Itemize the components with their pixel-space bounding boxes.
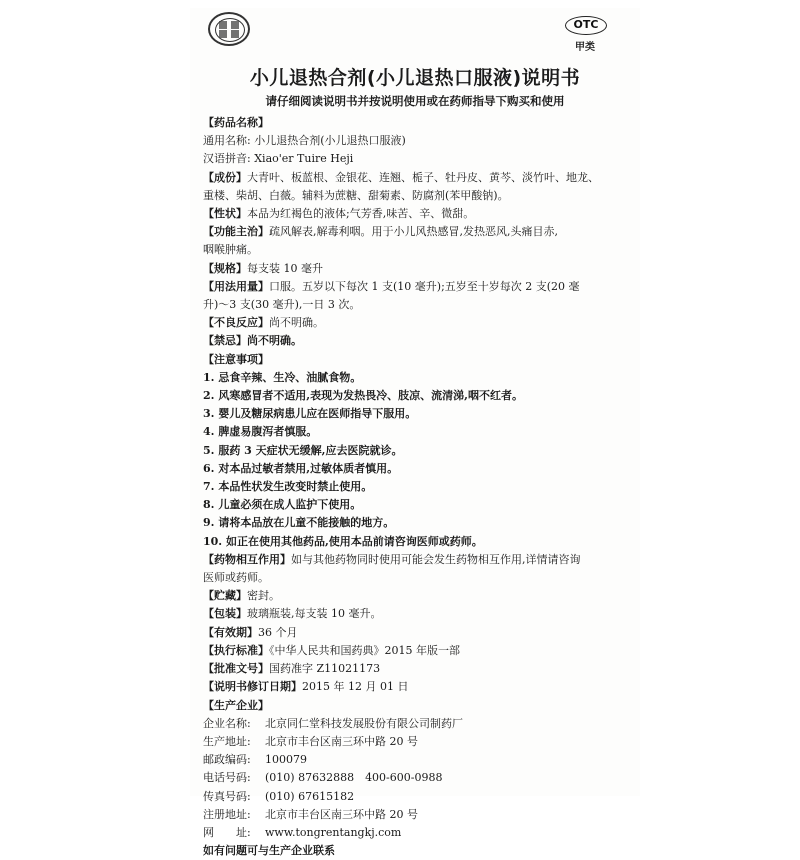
section-text: 国药准字 Z11021173 — [269, 662, 381, 676]
tongrentang-logo — [208, 12, 250, 46]
section-heading: 【贮藏】 — [203, 589, 247, 603]
address-row — [203, 733, 637, 751]
section-manufacturer — [203, 697, 637, 715]
logo-seal-cell — [219, 21, 227, 29]
note-item: 7. 本品性状发生改变时禁止使用。 — [203, 480, 373, 494]
field-value: 北京同仁堂科技发展股份有限公司制药厂 — [265, 716, 463, 730]
logo-seal-cell — [231, 21, 239, 29]
section-heading: 【注意事项】 — [203, 352, 269, 366]
section-interaction — [203, 551, 637, 569]
section-text: 36 个月 — [258, 625, 298, 639]
page-title: 小儿退热合剂(小儿退热口服液)说明书 — [249, 67, 581, 89]
section-heading: 【药物相互作用】 — [203, 552, 291, 566]
field-value: 北京市丰台区南三环中路 20 号 — [265, 734, 418, 748]
section-heading: 【禁忌】 — [203, 334, 247, 348]
note-item: 8. 儿童必须在成人监护下使用。 — [203, 498, 362, 512]
field-value: (010) 87632888 400-600-0988 — [265, 771, 443, 785]
section-continuation — [203, 241, 637, 259]
section-text: 2015 年 12 月 01 日 — [302, 680, 409, 694]
field-label: 通用名称: — [203, 134, 251, 148]
contact-note: 如有问题可与生产企业联系 — [203, 844, 335, 858]
otc-badge: OTC — [565, 16, 607, 35]
section-revision-date — [203, 678, 637, 696]
page-subtitle: 请仔细阅读说明书并按说明使用或在药师指导下购买和使用 — [265, 94, 565, 108]
section-package — [203, 605, 637, 623]
generic-name-row — [203, 132, 637, 150]
field-label: 传真号码: — [203, 789, 251, 803]
section-heading: 【规格】 — [203, 261, 247, 275]
field-label: 注册地址: — [203, 807, 251, 821]
section-heading: 【执行标准】 — [203, 643, 269, 657]
postcode-row — [203, 751, 637, 769]
section-text: 玻璃瓶装,每支装 10 毫升。 — [247, 607, 382, 621]
section-drug-name — [203, 114, 637, 132]
section-heading: 【生产企业】 — [203, 698, 269, 712]
section-text: 疏风解表,解毒利咽。用于小儿风热感冒,发热恶风,头痛目赤, — [269, 225, 558, 239]
field-label: 网 址: — [203, 825, 251, 839]
section-heading: 【药品名称】 — [203, 116, 269, 129]
section-adverse — [203, 314, 637, 332]
section-spec — [203, 260, 637, 278]
section-continuation — [203, 569, 637, 587]
section-text: 重楼、柴胡、白薇。辅料为蔗糖、甜菊素、防腐剂(苯甲酸钠)。 — [203, 188, 509, 202]
note-item: 4. 脾虚易腹泻者慎服。 — [203, 425, 318, 439]
section-heading: 【不良反应】 — [203, 316, 269, 330]
section-ingredients — [203, 169, 637, 187]
field-label: 邮政编码: — [203, 753, 251, 767]
section-continuation — [203, 296, 637, 314]
section-heading: 【性状】 — [203, 207, 247, 221]
field-label: 电话号码: — [203, 771, 251, 785]
website-row — [203, 824, 637, 842]
section-text: 本品为红褐色的液体;气芳香,味苦、辛、微甜。 — [247, 207, 475, 221]
section-text: 医师或药师。 — [203, 571, 269, 585]
registered-address-row — [203, 806, 637, 824]
section-heading: 【功能主治】 — [203, 225, 269, 239]
field-label: 生产地址: — [203, 734, 251, 748]
section-validity — [203, 624, 637, 642]
section-text: 尚不明确。 — [269, 316, 324, 330]
logo-inner-ring — [215, 18, 245, 42]
section-text: 如与其他药物同时使用可能会发生药物相互作用,详情请咨询 — [291, 552, 581, 566]
logo-seal-cell — [231, 30, 239, 38]
logo-seal-cell — [219, 30, 227, 38]
section-function — [203, 223, 637, 241]
note-item: 3. 婴儿及糖尿病患儿应在医师指导下服用。 — [203, 407, 417, 421]
section-usage — [203, 278, 637, 296]
field-value: 小儿退热合剂(小儿退热口服液) — [254, 134, 406, 148]
field-value: 北京市丰台区南三环中路 20 号 — [265, 807, 418, 821]
section-heading: 【用法用量】 — [203, 279, 269, 293]
section-text: 《中华人民共和国药典》2015 年版一部 — [269, 643, 460, 657]
note-item: 9. 请将本品放在儿童不能接触的地方。 — [203, 516, 395, 530]
note-item: 10. 如正在使用其他药品,使用本品前请咨询医师或药师。 — [203, 534, 483, 548]
section-storage — [203, 587, 637, 605]
section-heading: 【包装】 — [203, 607, 247, 621]
section-text: 每支装 10 毫升 — [247, 261, 323, 275]
field-value: (010) 67615182 — [265, 789, 355, 803]
field-label: 企业名称: — [203, 716, 251, 730]
section-text: 尚不明确。 — [247, 334, 302, 348]
section-approval — [203, 660, 637, 678]
note-item: 2. 风寒感冒者不适用,表现为发热畏冷、肢凉、流清涕,咽不红者。 — [203, 389, 523, 403]
section-text: 口服。五岁以下每次 1 支(10 毫升);五岁至十岁每次 2 支(20 毫 — [269, 279, 580, 293]
section-standard — [203, 642, 637, 660]
field-value: Xiao'er Tuire Heji — [254, 152, 354, 166]
note-item: 5. 服药 3 天症状无缓解,应去医院就诊。 — [203, 443, 403, 457]
section-text: 密封。 — [247, 589, 280, 603]
section-heading: 【批准文号】 — [203, 662, 269, 676]
section-text: 大青叶、板蓝根、金银花、连翘、栀子、牡丹皮、黄芩、淡竹叶、地龙、 — [247, 170, 599, 184]
section-continuation — [203, 187, 637, 205]
section-heading: 【成份】 — [203, 170, 247, 184]
maker-name-row — [203, 715, 637, 733]
section-contraindication — [203, 332, 637, 350]
section-notes — [203, 351, 637, 369]
field-value: www.tongrentangkj.com — [265, 825, 402, 839]
section-heading: 【说明书修订日期】 — [203, 680, 302, 694]
field-value: 100079 — [265, 753, 307, 767]
section-properties — [203, 205, 637, 223]
pinyin-row — [203, 150, 637, 168]
section-text: 升)～3 支(30 毫升),一日 3 次。 — [203, 298, 361, 312]
leaflet-content — [203, 114, 637, 860]
fax-row — [203, 788, 637, 806]
field-label: 汉语拼音: — [203, 152, 251, 166]
otc-class-label: 甲类 — [575, 42, 595, 53]
section-text: 咽喉肿痛。 — [203, 243, 258, 257]
section-heading: 【有效期】 — [203, 625, 258, 639]
phone-row — [203, 769, 637, 787]
note-item: 1. 忌食辛辣、生冷、油腻食物。 — [203, 370, 362, 384]
note-item: 6. 对本品过敏者禁用,过敏体质者慎用。 — [203, 461, 399, 475]
